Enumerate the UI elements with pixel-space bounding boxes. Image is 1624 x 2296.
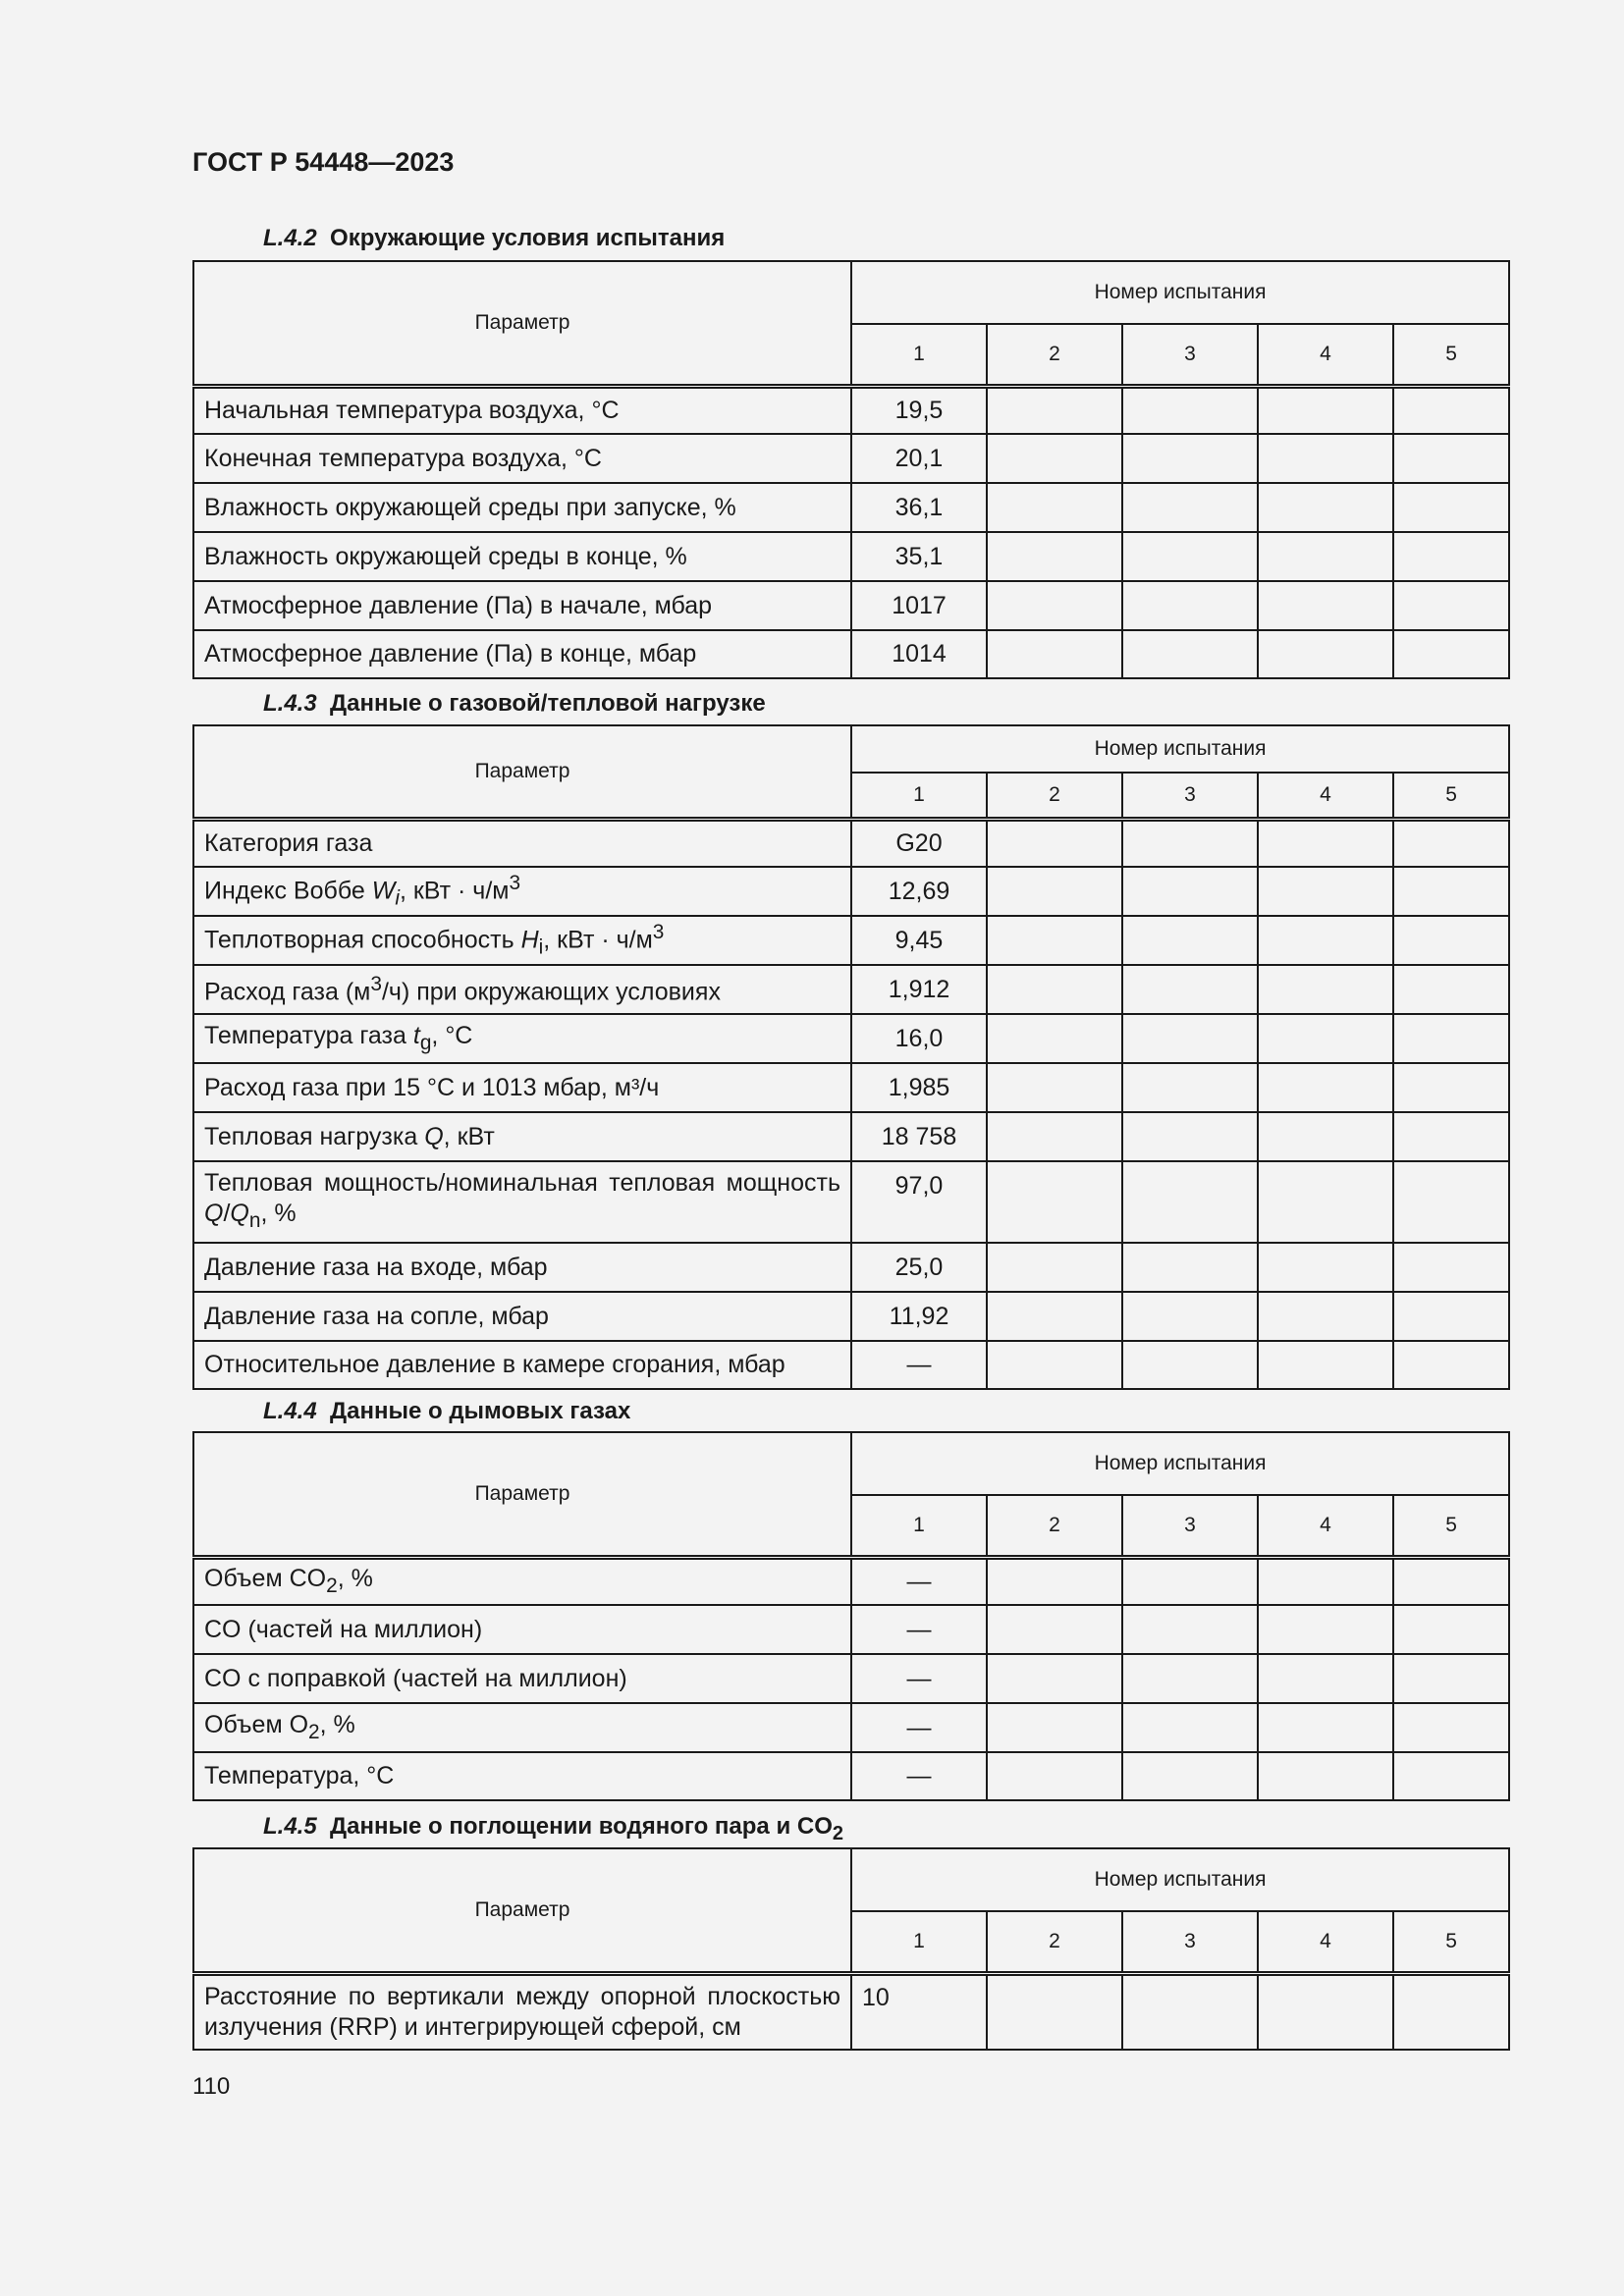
table-row (193, 581, 1509, 630)
empty-cell (1122, 1752, 1258, 1800)
header-col-3: 3 (1122, 324, 1258, 386)
empty-cell (1122, 1557, 1258, 1605)
table-row (193, 1243, 1509, 1292)
table-row (193, 1654, 1509, 1703)
empty-cell (1122, 1292, 1258, 1341)
empty-cell (1258, 916, 1393, 965)
table-row (193, 630, 1509, 678)
param-label (193, 1161, 851, 1243)
empty-cell (987, 483, 1122, 532)
label-var: Q (230, 1200, 249, 1227)
test-1-value: 1017 (851, 581, 987, 630)
test-1-value: G20 (851, 819, 987, 867)
test-1-value: 36,1 (851, 483, 987, 532)
param-label: Давление газа на сопле, мбар (193, 1292, 851, 1341)
param-label: Атмосферное давление (Па) в конце, мбар (193, 630, 851, 678)
header-col-1: 1 (851, 324, 987, 386)
empty-cell (1258, 1752, 1393, 1800)
table-vapour-co2-absorption (192, 1847, 1510, 2051)
section-number: L.4.3 (263, 690, 317, 717)
param-label: CO (частей на миллион) (193, 1605, 851, 1654)
header-col-4: 4 (1258, 324, 1393, 386)
empty-cell (1393, 916, 1509, 965)
empty-cell (987, 1292, 1122, 1341)
empty-cell (1393, 386, 1509, 434)
empty-cell (987, 1341, 1122, 1389)
section-title-text: Данные о газовой/тепловой нагрузке (330, 690, 766, 717)
empty-cell (1393, 1014, 1509, 1063)
param-label (193, 867, 851, 916)
header-col-1: 1 (851, 1911, 987, 1973)
empty-cell (1122, 1654, 1258, 1703)
test-1-value: — (851, 1752, 987, 1800)
param-label: Влажность окружающей среды в конце, % (193, 532, 851, 581)
label-sub: n (248, 1209, 261, 1232)
label-var: H (520, 926, 539, 954)
label-text: Тепловая мощность/номинальная тепловая мощность (204, 1169, 840, 1197)
title-sub: 2 (832, 1822, 843, 1844)
label-sup: 3 (652, 921, 665, 944)
test-1-value: 9,45 (851, 916, 987, 965)
param-label (193, 1557, 851, 1605)
test-1-value: — (851, 1654, 987, 1703)
test-1-value: 20,1 (851, 434, 987, 483)
table-row (193, 483, 1509, 532)
empty-cell (987, 1752, 1122, 1800)
header-param: Параметр (193, 1848, 851, 1973)
test-1-value: 10 (851, 1973, 987, 2050)
section-title-l43 (263, 690, 766, 718)
empty-cell (1393, 483, 1509, 532)
label-var: W (371, 877, 396, 905)
empty-cell (1258, 1243, 1393, 1292)
empty-cell (1393, 819, 1509, 867)
table-row (193, 1112, 1509, 1161)
header-col-5: 5 (1393, 324, 1509, 386)
empty-cell (1393, 434, 1509, 483)
header-col-3: 3 (1122, 773, 1258, 819)
label-text: , % (260, 1200, 297, 1227)
header-col-3: 3 (1122, 1495, 1258, 1557)
label-text: /ч) при окружающих условиях (381, 978, 721, 1006)
param-label: Начальная температура воздуха, °C (193, 386, 851, 434)
table-row (193, 434, 1509, 483)
header-test-number: Номер испытания (851, 261, 1509, 324)
empty-cell (1258, 1973, 1393, 2050)
param-label: CO с поправкой (частей на миллион) (193, 1654, 851, 1703)
test-1-value: 97,0 (851, 1161, 987, 1243)
empty-cell (1393, 867, 1509, 916)
test-1-value: 19,5 (851, 386, 987, 434)
empty-cell (1258, 1341, 1393, 1389)
empty-cell (987, 1973, 1122, 2050)
empty-cell (987, 1605, 1122, 1654)
param-label: Относительное давление в камере сгорания, мбар (193, 1341, 851, 1389)
header-col-3: 3 (1122, 1911, 1258, 1973)
param-label: Влажность окружающей среды при запуске, % (193, 483, 851, 532)
section-title-l45 (263, 1813, 843, 1845)
empty-cell (1393, 965, 1509, 1014)
empty-cell (1258, 1557, 1393, 1605)
header-test-number: Номер испытания (851, 725, 1509, 773)
header-param: Параметр (193, 725, 851, 819)
test-1-value: 1,912 (851, 965, 987, 1014)
header-col-1: 1 (851, 1495, 987, 1557)
table-row (193, 916, 1509, 965)
header-col-4: 4 (1258, 1495, 1393, 1557)
empty-cell (1258, 819, 1393, 867)
empty-cell (987, 1161, 1122, 1243)
test-1-value: — (851, 1341, 987, 1389)
empty-cell (1258, 1161, 1393, 1243)
empty-cell (1258, 1014, 1393, 1063)
empty-cell (1258, 1654, 1393, 1703)
empty-cell (1122, 1703, 1258, 1752)
label-text: / (223, 1200, 231, 1227)
empty-cell (1258, 386, 1393, 434)
header-col-2: 2 (987, 1911, 1122, 1973)
empty-cell (1122, 386, 1258, 434)
empty-cell (987, 386, 1122, 434)
empty-cell (1122, 1063, 1258, 1112)
param-label: Атмосферное давление (Па) в начале, мбар (193, 581, 851, 630)
label-sub: 2 (326, 1575, 338, 1598)
test-1-value: 18 758 (851, 1112, 987, 1161)
table-row (193, 1292, 1509, 1341)
empty-cell (987, 434, 1122, 483)
empty-cell (987, 630, 1122, 678)
table-row (193, 532, 1509, 581)
param-label (193, 1014, 851, 1063)
empty-cell (1122, 1973, 1258, 2050)
test-1-value: 1,985 (851, 1063, 987, 1112)
test-1-value: 25,0 (851, 1243, 987, 1292)
table-flue-gases (192, 1431, 1510, 1801)
test-1-value: — (851, 1557, 987, 1605)
table-row (193, 1605, 1509, 1654)
section-number: L.4.2 (263, 225, 317, 251)
empty-cell (1258, 1112, 1393, 1161)
param-label: Расход газа при 15 °C и 1013 мбар, м³/ч (193, 1063, 851, 1112)
test-1-value: 1014 (851, 630, 987, 678)
header-col-5: 5 (1393, 773, 1509, 819)
empty-cell (987, 532, 1122, 581)
label-text: Объем CO (204, 1565, 327, 1593)
section-title-text: Данные о дымовых газах (330, 1398, 631, 1424)
empty-cell (1393, 630, 1509, 678)
empty-cell (1258, 434, 1393, 483)
test-1-value: 12,69 (851, 867, 987, 916)
label-text: Температура газа (204, 1022, 413, 1049)
header-param: Параметр (193, 1432, 851, 1557)
empty-cell (987, 1703, 1122, 1752)
label-text: , кВт · ч/м (543, 926, 653, 954)
table-ambient-conditions (192, 260, 1510, 679)
label-text: Теплотворная способность (204, 926, 521, 954)
param-label: Температура, °C (193, 1752, 851, 1800)
label-text: , °C (431, 1022, 473, 1049)
empty-cell (1122, 434, 1258, 483)
empty-cell (1122, 916, 1258, 965)
table-row (193, 1063, 1509, 1112)
param-label (193, 1703, 851, 1752)
page-number: 110 (192, 2073, 231, 2100)
param-label (193, 916, 851, 965)
header-col-4: 4 (1258, 773, 1393, 819)
label-text: Тепловая нагрузка (204, 1122, 425, 1150)
test-1-value: 16,0 (851, 1014, 987, 1063)
empty-cell (1122, 819, 1258, 867)
table-row (193, 819, 1509, 867)
table-row (193, 1703, 1509, 1752)
table-row (193, 1973, 1509, 2050)
label-text: Индекс Воббе (204, 877, 372, 905)
section-title-text: Данные о поглощении водяного пара и CO (330, 1813, 833, 1840)
empty-cell (1122, 1605, 1258, 1654)
empty-cell (1122, 1161, 1258, 1243)
param-label (193, 965, 851, 1014)
label-text: Объем O (204, 1711, 309, 1738)
label-text: , % (337, 1565, 373, 1593)
table-row (193, 1752, 1509, 1800)
label-var: t (412, 1022, 420, 1049)
param-label: Расстояние по вертикали между опорной плоскостью излучения (RRP) и интегрирующей сферой, см (193, 1973, 851, 2050)
table-row (193, 965, 1509, 1014)
empty-cell (1258, 532, 1393, 581)
empty-cell (987, 1243, 1122, 1292)
empty-cell (987, 916, 1122, 965)
empty-cell (1122, 630, 1258, 678)
table-row (193, 1014, 1509, 1063)
section-title-l42 (263, 225, 725, 252)
empty-cell (1122, 483, 1258, 532)
empty-cell (1393, 1557, 1509, 1605)
empty-cell (1393, 1752, 1509, 1800)
label-sub: i (538, 935, 544, 959)
table-row (193, 1161, 1509, 1243)
table-row (193, 1341, 1509, 1389)
empty-cell (1258, 965, 1393, 1014)
empty-cell (1258, 1605, 1393, 1654)
test-1-value: 35,1 (851, 532, 987, 581)
table-gas-heat-load (192, 724, 1510, 1390)
section-number: L.4.5 (263, 1813, 317, 1840)
param-label: Категория газа (193, 819, 851, 867)
empty-cell (1393, 1605, 1509, 1654)
empty-cell (1258, 1063, 1393, 1112)
empty-cell (1393, 1292, 1509, 1341)
param-label: Давление газа на входе, мбар (193, 1243, 851, 1292)
empty-cell (1393, 1063, 1509, 1112)
empty-cell (987, 1112, 1122, 1161)
empty-cell (1122, 1341, 1258, 1389)
empty-cell (1393, 1654, 1509, 1703)
empty-cell (1393, 532, 1509, 581)
empty-cell (1258, 1292, 1393, 1341)
label-text: , % (319, 1711, 355, 1738)
header-col-1: 1 (851, 773, 987, 819)
empty-cell (1393, 1973, 1509, 2050)
test-1-value: — (851, 1605, 987, 1654)
empty-cell (1393, 1112, 1509, 1161)
empty-cell (1122, 1112, 1258, 1161)
empty-cell (987, 1557, 1122, 1605)
label-text: , кВт · ч/м (399, 877, 510, 905)
header-col-5: 5 (1393, 1911, 1509, 1973)
empty-cell (1393, 1161, 1509, 1243)
empty-cell (1258, 483, 1393, 532)
label-text: , кВт (443, 1122, 495, 1150)
test-1-value: — (851, 1703, 987, 1752)
empty-cell (987, 1014, 1122, 1063)
document-code: ГОСТ Р 54448—2023 (192, 147, 455, 177)
empty-cell (1122, 965, 1258, 1014)
label-sub: 2 (308, 1721, 320, 1743)
empty-cell (987, 1063, 1122, 1112)
table-row (193, 386, 1509, 434)
header-test-number: Номер испытания (851, 1432, 1509, 1495)
section-title-l44 (263, 1398, 630, 1425)
empty-cell (1258, 581, 1393, 630)
label-sup: 3 (370, 972, 382, 995)
empty-cell (1258, 867, 1393, 916)
header-test-number: Номер испытания (851, 1848, 1509, 1911)
header-col-2: 2 (987, 773, 1122, 819)
empty-cell (1258, 1703, 1393, 1752)
test-1-value: 11,92 (851, 1292, 987, 1341)
empty-cell (987, 819, 1122, 867)
section-title-text: Окружающие условия испытания (330, 225, 726, 251)
label-var: Q (424, 1122, 444, 1150)
label-sup: 3 (509, 872, 521, 895)
empty-cell (1122, 581, 1258, 630)
label-sub: i (395, 886, 400, 910)
section-number: L.4.4 (263, 1398, 317, 1424)
empty-cell (1393, 1243, 1509, 1292)
empty-cell (1393, 581, 1509, 630)
empty-cell (1122, 1243, 1258, 1292)
empty-cell (1122, 867, 1258, 916)
label-sub: g (419, 1032, 432, 1054)
empty-cell (987, 867, 1122, 916)
header-col-4: 4 (1258, 1911, 1393, 1973)
empty-cell (1122, 1014, 1258, 1063)
header-param: Параметр (193, 261, 851, 386)
header-col-5: 5 (1393, 1495, 1509, 1557)
empty-cell (1122, 532, 1258, 581)
empty-cell (987, 965, 1122, 1014)
table-row (193, 867, 1509, 916)
empty-cell (1258, 630, 1393, 678)
label-var: Q (204, 1200, 224, 1227)
empty-cell (1393, 1341, 1509, 1389)
empty-cell (987, 1654, 1122, 1703)
label-text: Расход газа (м (204, 978, 371, 1006)
header-col-2: 2 (987, 324, 1122, 386)
empty-cell (987, 581, 1122, 630)
param-label (193, 1112, 851, 1161)
param-label: Конечная температура воздуха, °C (193, 434, 851, 483)
empty-cell (1393, 1703, 1509, 1752)
table-row (193, 1557, 1509, 1605)
header-col-2: 2 (987, 1495, 1122, 1557)
